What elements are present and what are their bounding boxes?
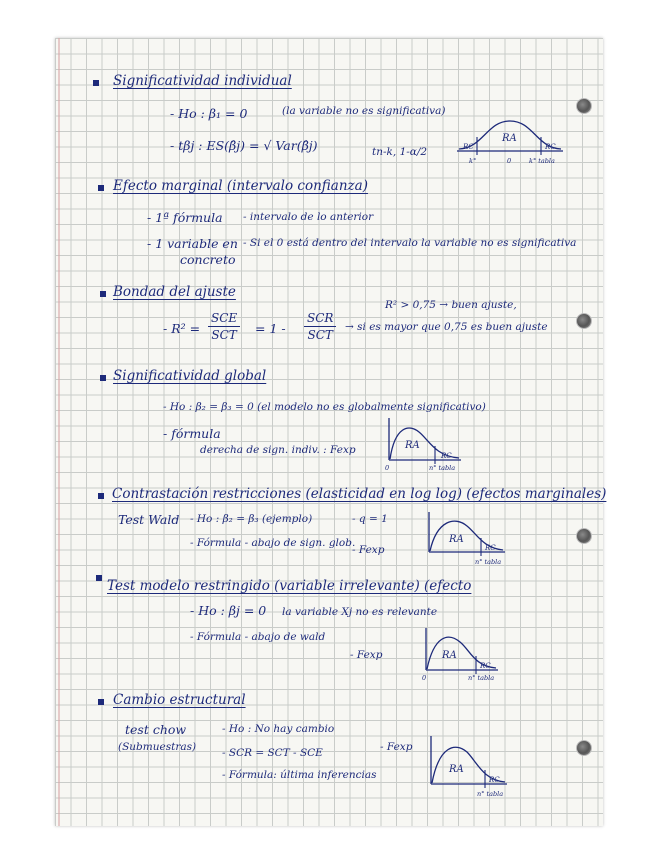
f-distribution-graph: [422, 628, 502, 683]
fit-interpretation: → si es mayor que 0,75 es buen ajuste: [345, 321, 548, 333]
binder-hole-icon: [576, 98, 592, 114]
section-title: Significatividad global: [113, 368, 267, 384]
hypothesis-line: - Ho : β₁ = 0: [170, 106, 248, 121]
tick-label: n° tabla: [429, 464, 456, 472]
section-title: Contrastación restricciones (elasticidad en log log) (efectos marginales): [112, 486, 607, 502]
tick-label: n° tabla: [477, 790, 504, 798]
region-reject-label: RC: [545, 143, 556, 151]
bullet-icon: [96, 575, 102, 581]
bullet-icon: [98, 493, 104, 499]
region-reject-label: RC: [463, 143, 474, 151]
formula-note-cont: derecha de sign. indiv. : Fexp: [200, 444, 356, 456]
formula-note: - Fórmula: última inferencias: [222, 769, 377, 781]
region-accept-label: RA: [449, 764, 464, 775]
formula-line: - tβj : ES(β̂j) = √ Var(β̂j): [170, 138, 318, 153]
margin-line: [58, 38, 60, 826]
formula-note: - Fórmula - abajo de sign. glob.: [190, 537, 356, 549]
tick-label: k°: [469, 157, 477, 165]
tick-label: n° tabla: [468, 674, 495, 682]
f-distribution-graph: [385, 418, 465, 473]
significance-note: - Si el 0 está dentro del intervalo la variable no es significativa: [243, 237, 577, 249]
bullet-icon: [98, 185, 104, 191]
fexp-label: - Fexp: [380, 741, 413, 753]
region-reject-label: RC: [485, 544, 496, 552]
formula-note: - 1ª fórmula: [147, 210, 223, 225]
section-title: Significatividad individual: [113, 73, 292, 89]
t-distribution-graph: [455, 115, 567, 167]
binder-hole-icon: [576, 740, 592, 756]
region-accept-label: RA: [449, 534, 464, 545]
section-title: Efecto marginal (intervalo confianza): [113, 178, 368, 194]
tick-label: n° tabla: [475, 558, 502, 566]
region-accept-label: RA: [442, 650, 457, 661]
binder-hole-icon: [576, 313, 592, 329]
fraction-sce-sct: SCE SCT: [208, 311, 240, 342]
region-reject-label: RC: [441, 452, 452, 460]
formula-note: - Fórmula - abajo de wald: [190, 631, 326, 643]
region-reject-label: RC: [489, 776, 500, 784]
bullet-icon: [98, 699, 104, 705]
variable-note: - 1 variable en: [147, 236, 238, 251]
binder-hole-icon: [576, 528, 592, 544]
variable-note-cont: concreto: [180, 252, 236, 267]
tick-label: 0: [422, 674, 427, 682]
tick-label: 0: [385, 464, 390, 472]
fexp-label: - Fexp: [352, 544, 385, 556]
bullet-icon: [100, 291, 106, 297]
test-name: test chow: [125, 722, 187, 737]
f-distribution-graph: [427, 736, 512, 798]
fit-threshold-note: R² > 0,75 → buen ajuste,: [385, 299, 517, 311]
hypothesis-line: - Ho : β₂ = β₃ (ejemplo): [190, 513, 313, 525]
r2-label: - R² =: [163, 321, 201, 336]
hypothesis-line: - Ho : No hay cambio: [222, 723, 335, 735]
t-value: tn-k, 1-α/2: [372, 146, 428, 158]
region-accept-label: RA: [405, 440, 420, 451]
test-name: Test Wald: [118, 512, 180, 527]
section-title: Test modelo restringido (variable irrelevante) (efecto: [107, 578, 472, 594]
bullet-icon: [100, 375, 106, 381]
hypothesis-line: - Ho : β₂ = β₃ = 0 (el modelo no es globalmente significativo): [163, 401, 486, 413]
fraction-scr-sct: SCR SCT: [304, 311, 336, 342]
fexp-label: - Fexp: [350, 649, 383, 661]
test-subtitle: (Submuestras): [118, 741, 197, 753]
hypothesis-line: - Ho : βj = 0: [190, 603, 267, 618]
bullet-icon: [93, 80, 99, 86]
region-reject-label: RC: [480, 662, 491, 670]
interval-note: - intervalo de lo anterior: [243, 211, 374, 223]
section-title: Bondad del ajuste: [113, 284, 236, 300]
q-value: - q = 1: [352, 513, 388, 525]
f-distribution-graph: [425, 512, 510, 567]
relevance-note: la variable Xj no es relevante: [282, 606, 438, 618]
note-line: (la variable no es significativa): [282, 105, 446, 117]
region-accept-label: RA: [502, 133, 517, 144]
formula-note: - fórmula: [163, 426, 221, 441]
equals-one-minus: = 1 -: [255, 321, 286, 336]
formula-line: - SCR = SCT - SCE: [222, 747, 323, 759]
tick-label: 0: [507, 157, 512, 165]
section-title: Cambio estructural: [113, 692, 246, 708]
tick-label: k° tabla: [529, 157, 555, 165]
